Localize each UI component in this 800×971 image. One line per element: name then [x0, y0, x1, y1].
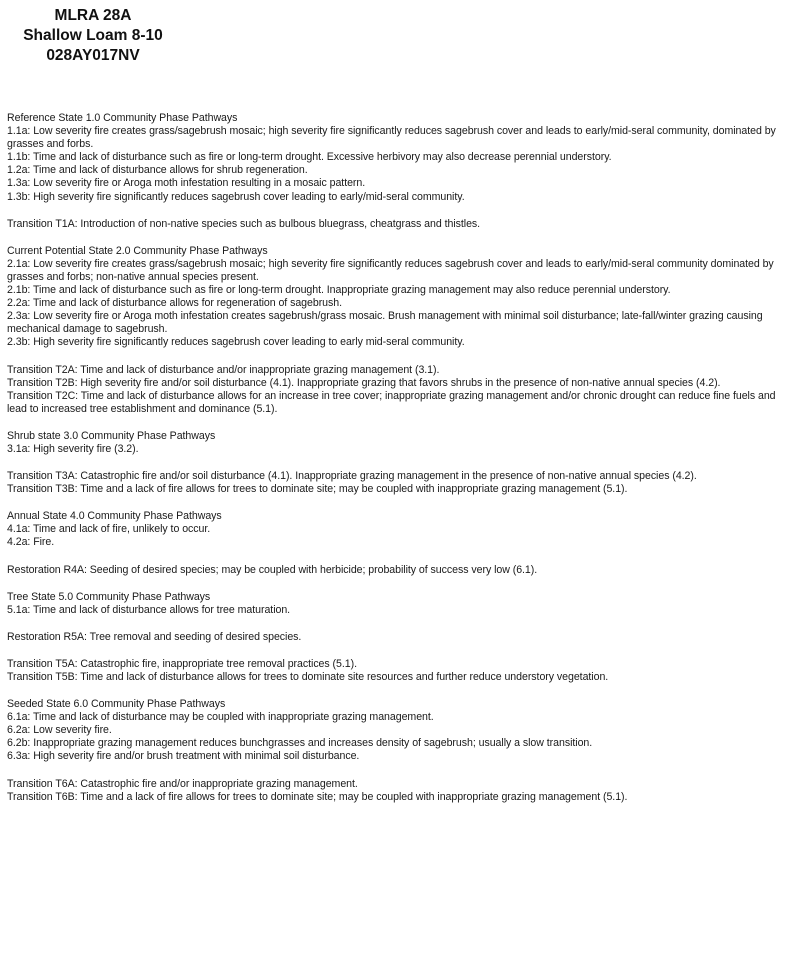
section-line: Transition T3B: Time and a lack of fire allows for trees to dominate site; may be coupled with inappropriate grazing management (5.1).	[7, 483, 628, 496]
section-line: 2.3b: High severity fire significantly reduces sagebrush cover leading to early mid-seral community.	[7, 336, 465, 349]
header-site-id: 028AY017NV	[46, 47, 140, 64]
section-line: 4.2a: Fire.	[7, 536, 55, 549]
text-section	[7, 218, 786, 231]
section-line: 2.3a: Low severity fire or Aroga moth infestation creates sagebrush/grass mosaic. Brush management with minimal soil disturbance; late-fall/winter grazing causing mechanical damage to sagebrush.	[7, 310, 763, 336]
header-site-name: Shallow Loam 8-10	[23, 27, 163, 44]
section-line: 2.1a: Low severity fire creates grass/sagebrush mosaic; high severity fire significantly reduces sagebrush cover and leads to early/mid-seral community dominated by grasses and forbs; non-native annual species present.	[7, 257, 774, 283]
section-heading-line: Transition T1A: Introduction of non-native species such as bulbous bluegrass, cheatgrass and thistles.	[7, 217, 481, 230]
section-line: 5.1a: Time and lack of disturbance allows for tree maturation.	[7, 603, 291, 616]
section-line: 1.1b: Time and lack of disturbance such as fire or long-term drought. Excessive herbivory may also decrease perennial understory.	[7, 151, 612, 164]
text-section	[7, 591, 786, 617]
section-line: 3.1a: High severity fire (3.2).	[7, 442, 139, 455]
section-line: 1.1a: Low severity fire creates grass/sagebrush mosaic; high severity fire significantly reduces sagebrush cover and leads to early/mid-seral community, dominated by grasses and forbs.	[7, 125, 776, 151]
section-line: 6.2a: Low severity fire.	[7, 724, 112, 737]
section-heading-line: Restoration R4A: Seeding of desired species; may be coupled with herbicide; probability of success very low (6.1).	[7, 563, 538, 576]
section-line: 6.1a: Time and lack of disturbance may be coupled with inappropriate grazing management.	[7, 711, 434, 724]
section-line: 2.1b: Time and lack of disturbance such as fire or long-term drought. Inappropriate grazing management may also reduce perennial understory.	[7, 284, 671, 297]
section-line: Transition T5B: Time and lack of disturbance allows for trees to dominate site resources and further reduce understory vegetation.	[7, 671, 609, 683]
text-section	[7, 510, 786, 549]
section-line: 1.3a: Low severity fire or Aroga moth infestation resulting in a mosaic pattern.	[7, 177, 366, 190]
text-section	[7, 564, 786, 577]
section-heading-line: Transition T6A: Catastrophic fire and/or inappropriate grazing management.	[7, 777, 358, 790]
section-heading-line: Tree State 5.0 Community Phase Pathways	[7, 590, 211, 603]
section-heading-line: Seeded State 6.0 Community Phase Pathways	[7, 698, 226, 711]
section-heading-line: Reference State 1.0 Community Phase Pathways	[7, 112, 238, 124]
text-section	[7, 631, 786, 644]
section-line: 6.2b: Inappropriate grazing management reduces bunchgrasses and increases density of sagebrush; usually a slow transition.	[7, 737, 593, 750]
section-heading-line: Transition T5A: Catastrophic fire, inappropriate tree removal practices (5.1).	[7, 657, 357, 670]
section-line: 6.3a: High severity fire and/or brush treatment with minimal soil disturbance.	[7, 750, 360, 763]
section-line: 1.3b: High severity fire significantly reduces sagebrush cover leading to early/mid-seral community.	[7, 190, 465, 203]
section-heading-line: Restoration R5A: Tree removal and seeding of desired species.	[7, 630, 302, 643]
text-section	[7, 778, 786, 804]
section-heading-line: Shrub state 3.0 Community Phase Pathways	[7, 429, 216, 442]
section-heading-line: Annual State 4.0 Community Phase Pathways	[7, 510, 222, 523]
text-section	[7, 245, 786, 350]
section-line: Transition T2B: High severity fire and/or soil disturbance (4.1). Inappropriate grazing that favors shrubs in the presence of non-native annual species (4.2).	[7, 376, 721, 389]
section-line: Transition T6B: Time and a lack of fire allows for trees to dominate site; may be coupled with inappropriate grazing management (5.1).	[7, 790, 628, 803]
text-section	[7, 430, 786, 456]
text-section	[7, 470, 786, 496]
section-heading-line: Transition T3A: Catastrophic fire and/or soil disturbance (4.1). Inappropriate grazing management in the presence of non-native annual species (4.2).	[7, 470, 697, 483]
header-mlra: MLRA 28A	[54, 7, 132, 24]
text-section	[7, 658, 786, 684]
section-heading-line: Transition T2A: Time and lack of disturbance and/or inappropriate grazing management (3.1).	[7, 363, 440, 376]
section-line: 4.1a: Time and lack of fire, unlikely to occur.	[7, 523, 211, 536]
document-body	[7, 112, 786, 804]
section-line: 2.2a: Time and lack of disturbance allows for regeneration of sagebrush.	[7, 297, 343, 310]
text-section	[7, 112, 786, 204]
text-section	[7, 698, 786, 763]
document-header	[7, 6, 179, 66]
section-line: Transition T2C: Time and lack of disturbance allows for an increase in tree cover; inappropriate grazing management and/or chronic drought can reduce fine fuels and lead to increased tree establishment and dominance (5.1).	[7, 389, 776, 415]
text-section	[7, 364, 786, 416]
section-heading-line: Current Potential State 2.0 Community Phase Pathways	[7, 244, 268, 257]
section-line: 1.2a: Time and lack of disturbance allows for shrub regeneration.	[7, 164, 308, 177]
